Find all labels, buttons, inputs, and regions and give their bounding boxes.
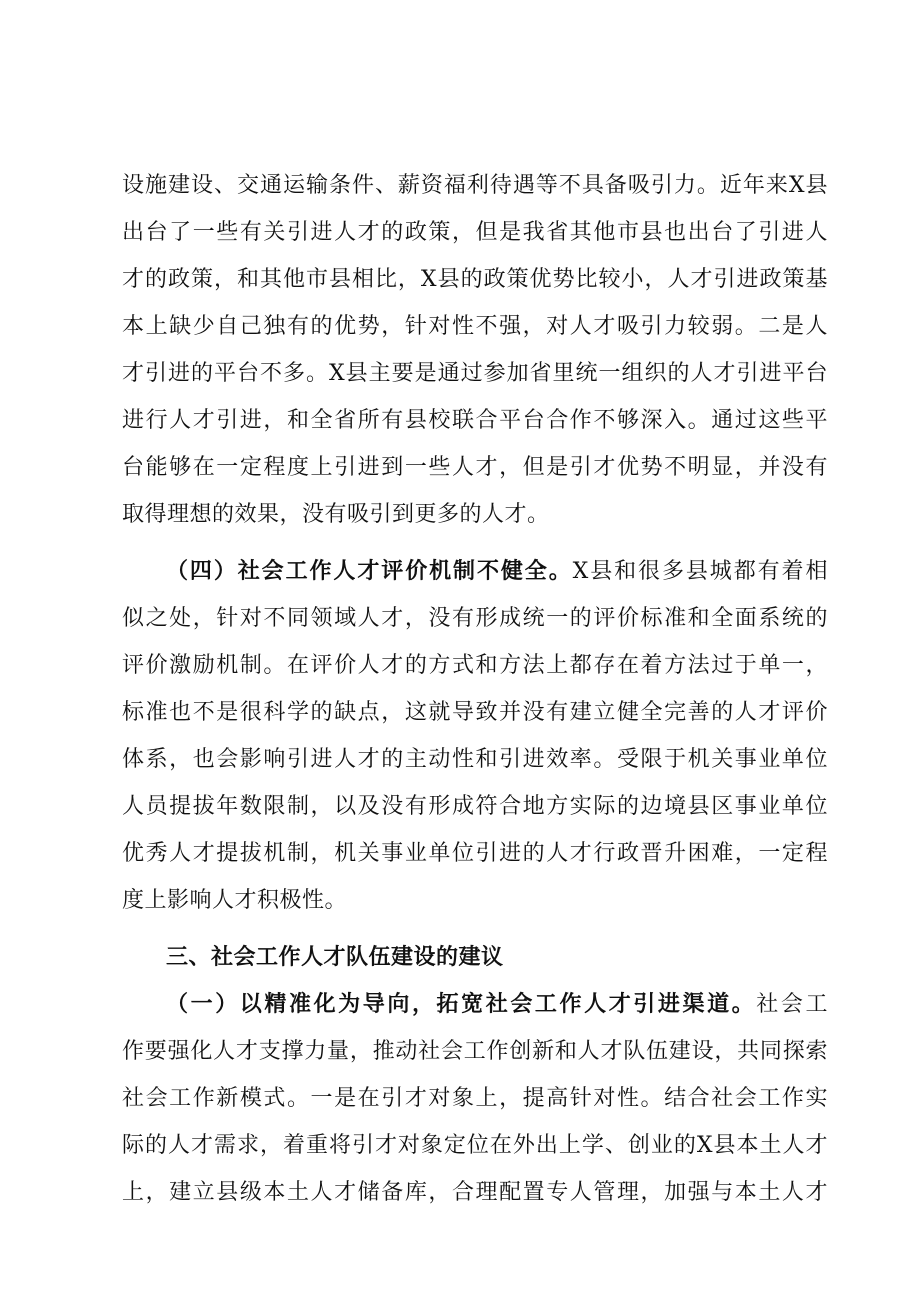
text-line: 本上缺少自己独有的优势，针对性不强，对人才吸引力较弱。二是人: [122, 314, 828, 339]
text-line: 取得理想的效果，没有吸引到更多的人才。: [122, 502, 550, 527]
text-line: 度上影响人才积极性。: [122, 888, 348, 913]
text-line: 标准也不是很科学的缺点，这就导致并没有建立健全完善的人才评价: [122, 700, 828, 725]
text-run: 社会工: [756, 992, 828, 1017]
paragraph-lead-heading: （一）以精准化为导向，拓宽社会工作人才引进渠道。: [166, 991, 757, 1017]
paragraph-talent-channels: [122, 981, 828, 1216]
text-line: 似之处，针对不同领域人才，没有形成统一的评价标准和全面系统的: [122, 606, 828, 631]
text-line: 体系，也会影响引进人才的主动性和引进效率。受限于机关事业单位: [122, 747, 828, 772]
text-line: 人员提拔年数限制，以及没有形成符合地方实际的边境县区事业单位: [122, 794, 828, 819]
text-line: 优秀人才提拔机制，机关事业单位引进的人才行政晋升困难，一定程: [122, 841, 828, 866]
text-line: 才引进的平台不多。X县主要是通过参加省里统一组织的人才引进平台: [122, 361, 828, 386]
text-run: X县和很多县城都有着相: [572, 559, 828, 584]
text-line: 出台了一些有关引进人才的政策，但是我省其他市县也出台了引进人: [122, 220, 828, 245]
paragraph-lead-heading: （四）社会工作人才评价机制不健全。: [166, 558, 573, 584]
text-line: [122, 981, 828, 1028]
text-line: [122, 548, 828, 595]
text-line: 台能够在一定程度上引进到一些人才，但是引才优势不明显，并没有: [122, 455, 828, 480]
text-line: 社会工作新模式。一是在引才对象上，提高针对性。结合社会工作实: [122, 1086, 828, 1111]
text-line: 际的人才需求，着重将引才对象定位在外出上学、创业的X县本土人才: [122, 1133, 828, 1158]
section-heading: 三、社会工作人才队伍建设的建议: [166, 944, 504, 970]
text-line: 设施建设、交通运输条件、薪资福利待遇等不具备吸引力。近年来X县: [122, 173, 828, 198]
text-line: 上，建立县级本土人才储备库，合理配置专人管理，加强与本土人才: [122, 1180, 828, 1205]
paragraph-evaluation-mechanism: [122, 548, 828, 924]
text-line: 评价激励机制。在评价人才的方式和方法上都存在着方法过于单一，: [122, 653, 828, 678]
text-line: 进行人才引进，和全省所有县校联合平台合作不够深入。通过这些平: [122, 408, 828, 433]
text-line: 才的政策，和其他市县相比，X县的政策优势比较小，人才引进政策基: [122, 267, 828, 292]
text-line: 作要强化人才支撑力量，推动社会工作创新和人才队伍建设，共同探索: [122, 1039, 828, 1064]
paragraph-talent-introduction: [122, 162, 828, 538]
body-text: [122, 162, 828, 1216]
